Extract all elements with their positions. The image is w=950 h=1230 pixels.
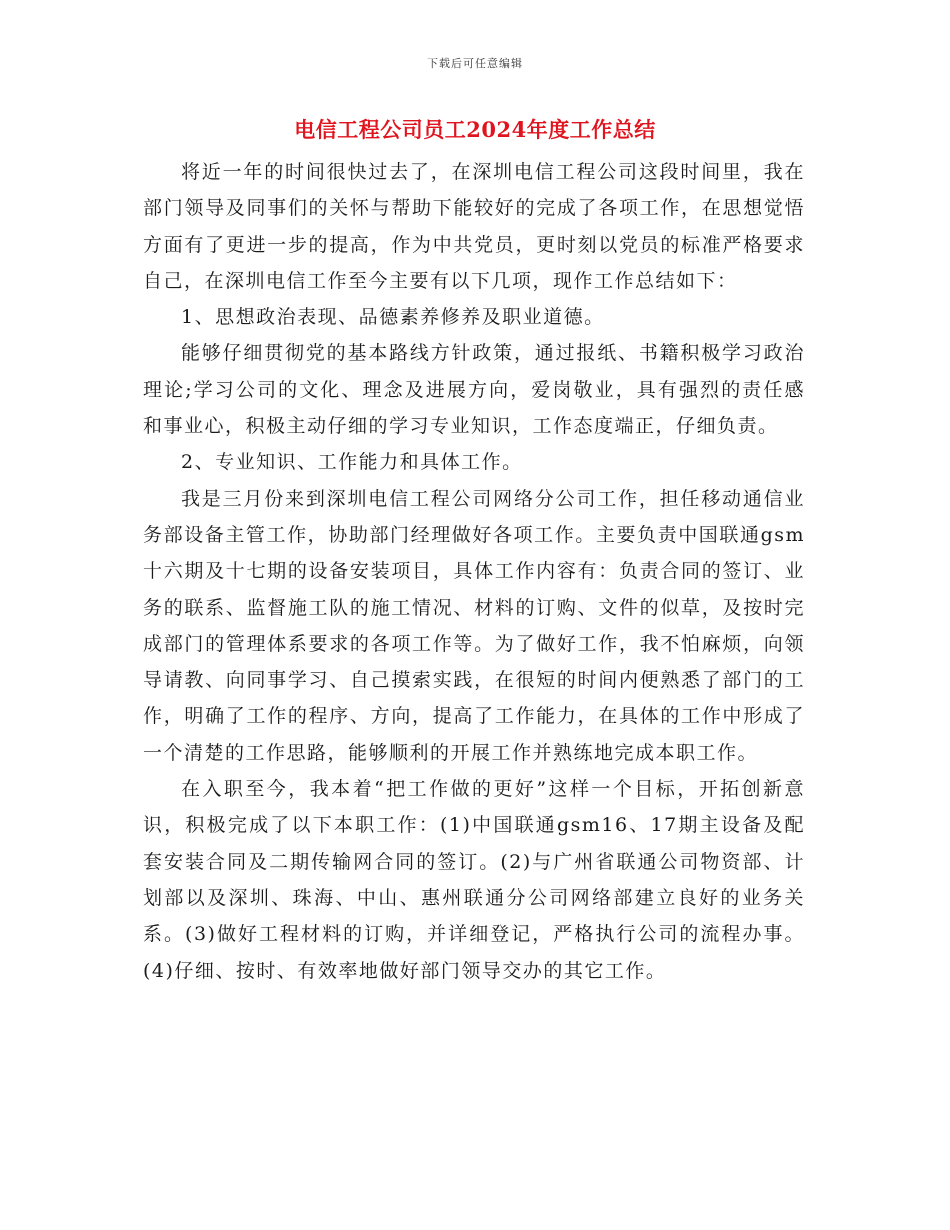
section-heading-1: 1、思想政治表现、品德素养修养及职业道德。	[181, 306, 605, 329]
paragraph-work: 我是三月份来到深圳电信工程公司网络分公司工作，担任移动通信业务部设备主管工作，协助部门经理做好各项工作。主要负责中国联通gsm十六期及十七期的设备安装项目，具体工作内容有：负责合同的签订、业务的联系、监督施工队的施工情况、材料的订购、文件的似草，及按时完成部门的管理体系要求的各项工作等。为了做好工作，我不怕麻烦，向领导请教、向同事学习、自己摸索实践，在很短的时间内便熟悉了部门的工作，明确了工作的程序、方向，提高了工作能力，在具体的工作中形成了一个清楚的工作思路，能够顺利的开展工作并熟练地完成本职工作。	[143, 487, 805, 764]
header-note: 下载后可任意编辑	[427, 57, 523, 70]
document-title: 电信工程公司员工2024年度工作总结	[294, 117, 656, 142]
paragraph-intro: 将近一年的时间很快过去了，在深圳电信工程公司这段时间里，我在部门领导及同事们的关怀与帮助下能较好的完成了各项工作，在思想觉悟方面有了更进一步的提高，作为中共党员，更时刻以党员的标准严格要求自己，在深圳电信工作至今主要有以下几项，现作工作总结如下：	[143, 161, 805, 292]
document-body	[143, 154, 805, 989]
section-heading-2: 2、专业知识、工作能力和具体工作。	[181, 451, 523, 474]
paragraph-achievements: 在入职至今，我本着“把工作做的更好”这样一个目标，开拓创新意识，积极完成了以下本职工作：(1)中国联通gsm16、17期主设备及配套安装合同及二期传输网合同的签订。(2)与广州省联通公司物资部、计划部以及深圳、珠海、中山、惠州联通分公司网络部建立良好的业务关系。(3)做好工程材料的订购，并详细登记，严格执行公司的流程办事。(4)仔细、按时、有效率地做好部门领导交办的其它工作。	[143, 778, 805, 982]
paragraph-politics: 能够仔细贯彻党的基本路线方针政策，通过报纸、书籍积极学习政治理论;学习公司的文化、理念及进展方向，爱岗敬业，具有强烈的责任感和事业心，积极主动仔细的学习专业知识，工作态度端正，仔细负责。	[143, 342, 805, 438]
